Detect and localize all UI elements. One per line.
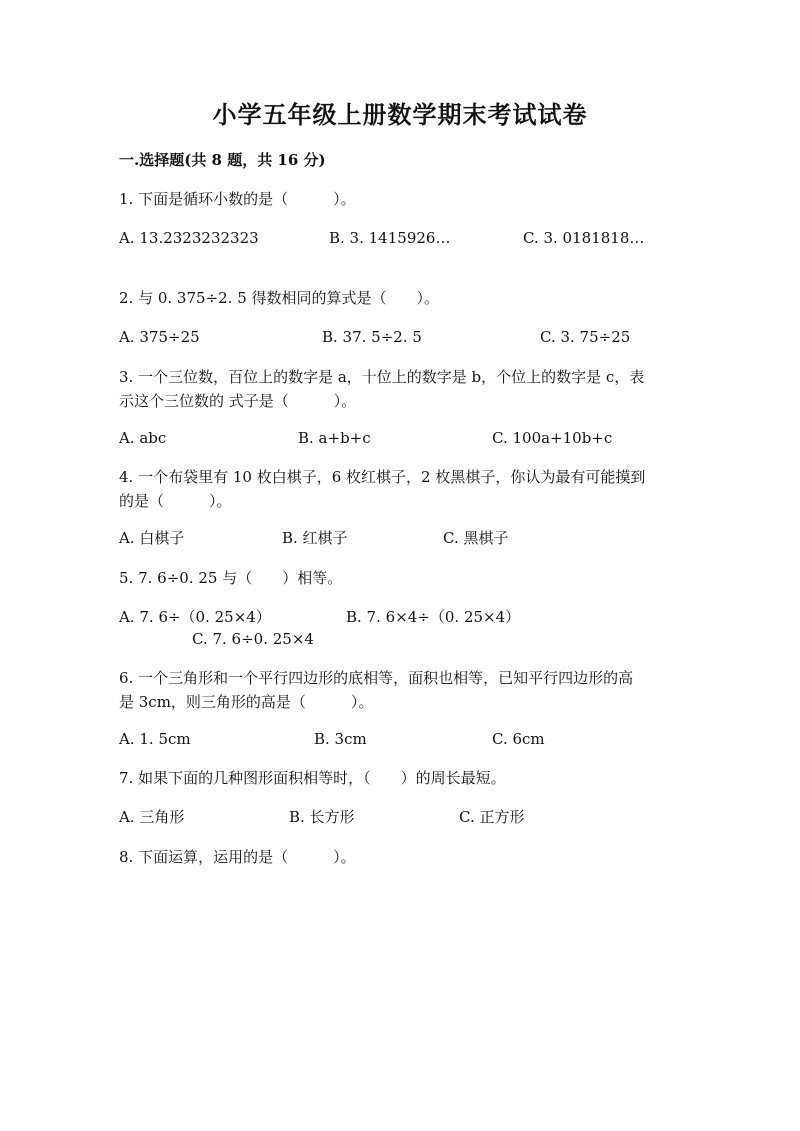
question-4-option-c: C. 黑棋子 bbox=[443, 529, 509, 547]
question-2-option-a: A. 375÷25 bbox=[119, 328, 200, 346]
question-7-option-b: B. 长方形 bbox=[289, 808, 355, 826]
question-7-option-a: A. 三角形 bbox=[119, 808, 185, 826]
question-4-line-1: 4. 一个布袋里有 10 枚白棋子，6 枚红棋子，2 枚黑棋子，你认为最有可能摸到 bbox=[119, 468, 646, 486]
question-1-option-a: A. 13.2323232323 bbox=[119, 229, 259, 247]
question-5-option-c: C. 7. 6÷0. 25×4 bbox=[192, 630, 314, 648]
question-8-line-1: 8. 下面运算，运用的是（ ）。 bbox=[119, 848, 356, 866]
question-3-option-c: C. 100a+10b+c bbox=[492, 429, 613, 447]
question-5 bbox=[119, 566, 679, 590]
question-5-option-a: A. 7. 6÷（0. 25×4） bbox=[119, 608, 271, 626]
question-6-option-c: C. 6cm bbox=[492, 730, 545, 748]
question-4-option-b: B. 红棋子 bbox=[282, 529, 348, 547]
question-7-option-c: C. 正方形 bbox=[459, 808, 525, 826]
question-6 bbox=[119, 666, 679, 714]
question-4-line-2: 的是（ ）。 bbox=[119, 492, 232, 510]
question-7 bbox=[119, 766, 679, 790]
question-4 bbox=[119, 465, 679, 513]
question-1-option-b: B. 3. 1415926… bbox=[329, 229, 451, 247]
question-3-line-1: 3. 一个三位数，百位上的数字是 a，十位上的数字是 b，个位上的数字是 c，表 bbox=[119, 368, 645, 386]
question-6-line-2: 是 3cm，则三角形的高是（ ）。 bbox=[119, 693, 374, 711]
question-5-option-b: B. 7. 6×4÷（0. 25×4） bbox=[346, 608, 521, 626]
question-6-line-1: 6. 一个三角形和一个平行四边形的底相等，面积也相等，已知平行四边形的高 bbox=[119, 669, 634, 687]
question-8 bbox=[119, 845, 679, 869]
question-1-line-1: 1. 下面是循环小数的是（ ）。 bbox=[119, 190, 356, 208]
question-2-option-c: C. 3. 75÷25 bbox=[540, 328, 631, 346]
question-1-option-c: C. 3. 0181818… bbox=[523, 229, 645, 247]
question-1 bbox=[119, 187, 679, 211]
question-3-option-a: A. abc bbox=[119, 429, 167, 447]
question-7-line-1: 7. 如果下面的几种图形面积相等时，（ ）的周长最短。 bbox=[119, 769, 506, 787]
question-3-line-2: 示这个三位数的 式子是（ ）。 bbox=[119, 392, 357, 410]
question-5-line-1: 5. 7. 6÷0. 25 与（ ）相等。 bbox=[119, 569, 343, 587]
question-3-option-b: B. a+b+c bbox=[298, 429, 371, 447]
page-title: 小学五年级上册数学期末考试试卷 bbox=[212, 100, 588, 129]
section-header: 一.选择题(共 8 题，共 16 分) bbox=[119, 151, 326, 169]
question-2-option-b: B. 37. 5÷2. 5 bbox=[322, 328, 422, 346]
question-2 bbox=[119, 286, 679, 310]
question-3 bbox=[119, 365, 679, 413]
question-6-option-b: B. 3cm bbox=[314, 730, 367, 748]
question-2-line-1: 2. 与 0. 375÷2. 5 得数相同的算式是（ ）。 bbox=[119, 289, 440, 307]
question-4-option-a: A. 白棋子 bbox=[119, 529, 185, 547]
question-6-option-a: A. 1. 5cm bbox=[119, 730, 191, 748]
